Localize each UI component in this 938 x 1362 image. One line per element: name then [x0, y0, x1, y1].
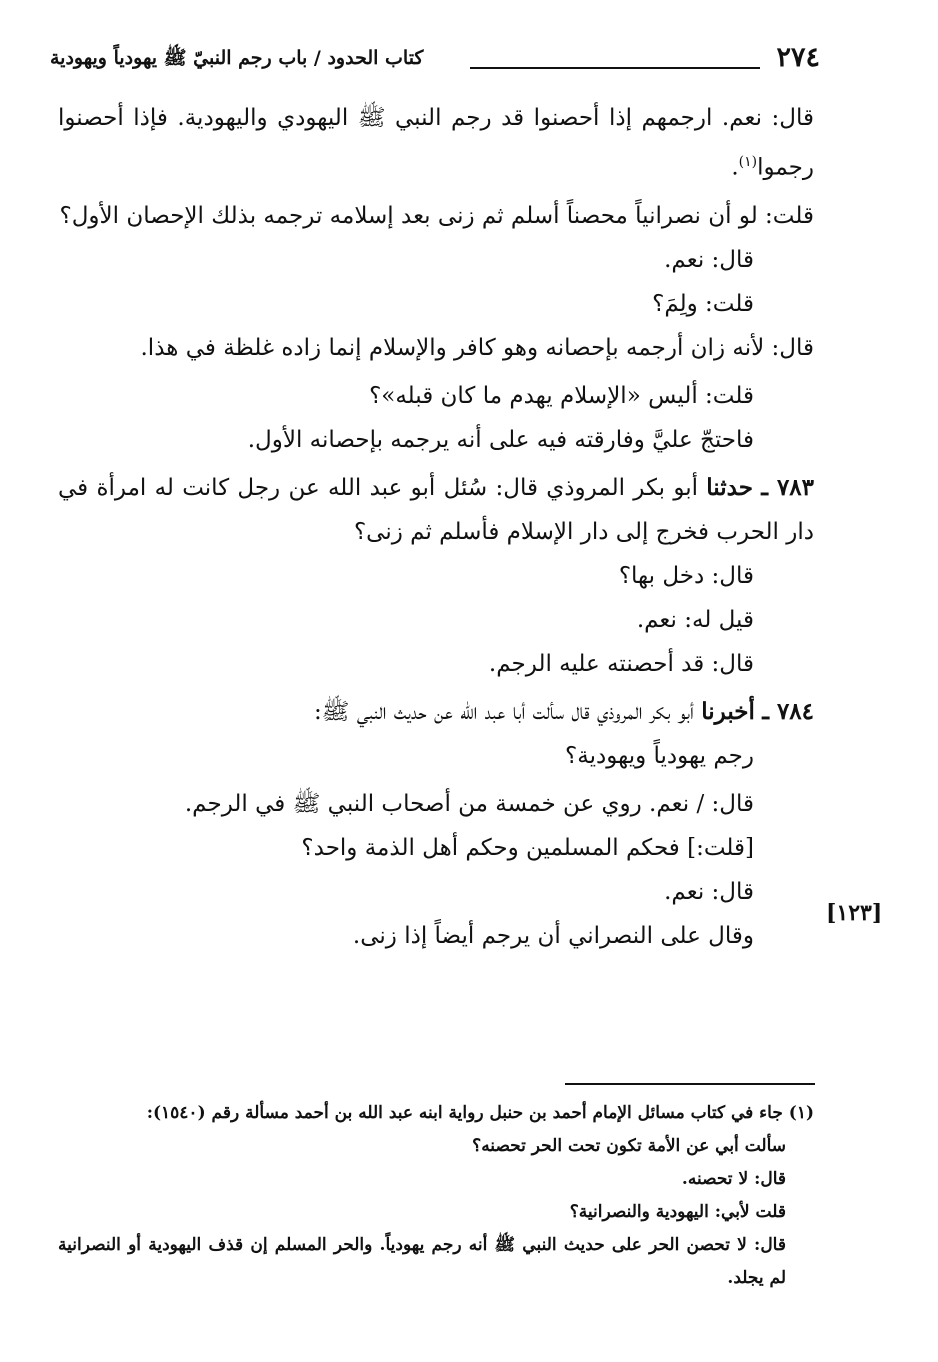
paragraph: قلت: لو أن نصرانياً محصناً أسلم ثم زنى بعد إسلامه ترجمه بذلك الإحصان الأول؟ [59, 202, 814, 229]
main-text [58, 96, 814, 958]
transmission-word: حدثنا [706, 473, 753, 501]
footnote-line: قلت لأبي: اليهودية والنصرانية؟ [569, 1202, 786, 1222]
paragraph: [قلت:] فحكم المسلمين وحكم أهل الذمة واحد؟ [301, 834, 754, 861]
footnote-rule [565, 1083, 815, 1085]
paragraph: قال: دخل بها؟ [618, 562, 754, 589]
paragraph: قلت: ولِمَ؟ [652, 290, 754, 317]
header-rule [470, 67, 760, 69]
paragraph [58, 96, 814, 190]
paragraph: رجم يهودياً ويهودية؟ [565, 742, 754, 769]
hadith-text: أبو بكر المروذي قال: سُئل أبو عبد الله عن رجل كانت له امرأة في دار الحرب فخرج إلى دار الإسلام فأسلم ثم زنى؟ [58, 474, 814, 545]
paragraph: فاحتجّ عليَّ وفارقته فيه على أنه يرجمه بإحصانه الأول. [247, 426, 754, 453]
paragraph: قال: نعم. [664, 246, 754, 273]
hadith-number: ٧٨٣ ـ [761, 473, 815, 501]
paragraph: قلت: أليس «الإسلام يهدم ما كان قبله»؟ [369, 382, 754, 409]
paragraph: قال: لأنه زان أرجمه بإحصانه وهو كافر والإسلام إنما زاده غلظة في هذا. [140, 334, 814, 361]
paragraph: قال: / نعم. روي عن خمسة من أصحاب النبي ﷺ في الرجم. [184, 790, 754, 817]
page-number: ٢٧٤ [776, 42, 820, 73]
paragraph: قال: قد أحصنته عليه الرجم. [488, 650, 754, 677]
hadith-784 [58, 690, 814, 734]
hadith-783 [58, 466, 814, 554]
running-header [50, 42, 820, 78]
footnote-line: قال: لا تحصنه. [681, 1169, 786, 1189]
hadith-number: ٧٨٤ ـ [762, 697, 814, 725]
paragraph: قال: نعم. [664, 878, 754, 905]
manuscript-folio-ref: [١٢٣] [826, 900, 883, 926]
running-title: كتاب الحدود / باب رجم النبيّ ﷺ يهودياً ويهودية [50, 47, 424, 69]
paragraph: قيل له: نعم. [636, 606, 754, 633]
text: قال: نعم. ارجمهم إذا أحصنوا قد رجم النبي ﷺ اليهودي واليهودية. فإذا أحصنوا رجموا [58, 105, 814, 181]
paragraph: وقال على النصراني أن يرجم أيضاً إذا زنى. [352, 922, 754, 949]
footnote-ref[interactable]: (١) [738, 154, 758, 170]
footnote-line: سألت أبي عن الأمة تكون تحت الحر تحصنه؟ [472, 1136, 786, 1156]
text: . [731, 154, 739, 181]
footnote: (١) جاء في كتاب مسائل الإمام أحمد بن حنبل رواية ابنه عبد الله بن أحمد مسألة رقم (١٥٤٠): [146, 1103, 814, 1123]
transmission-word: أخبرنا [701, 697, 755, 725]
footnote-line: قال: لا تحصن الحر على حديث النبي ﷺ أنه رجم يهودياً. والحر المسلم إن قذف اليهودية أو النصرانية لم يجلد. [58, 1235, 786, 1288]
hadith-text: أبو بكر المروذي قال سألت أبا عبد الله عن حديث النبي ﷺ: [313, 698, 702, 725]
footnotes [58, 1097, 814, 1295]
